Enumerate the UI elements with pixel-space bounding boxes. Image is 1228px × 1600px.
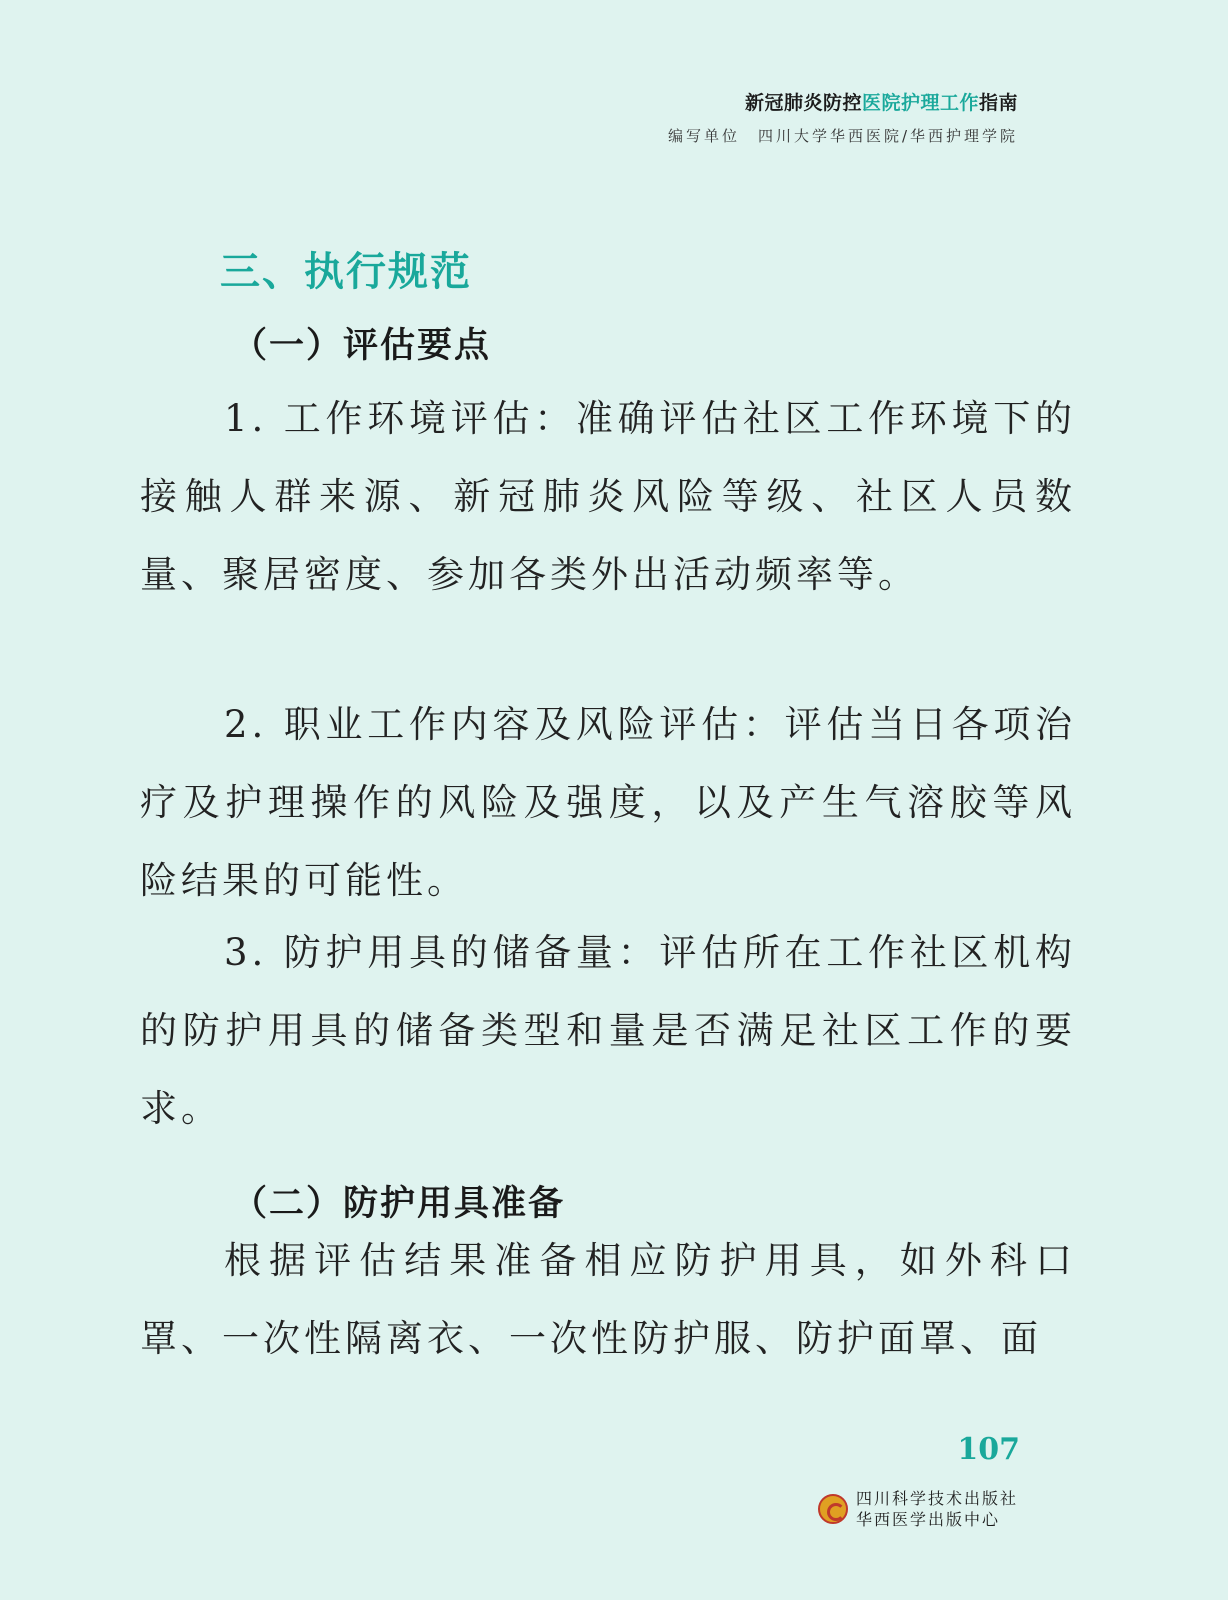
book-title-accent: 医院护理工作 bbox=[861, 92, 979, 114]
paragraph-equipment-reserve: 3. 防护用具的储备量：评估所在工作社区机构的防护用具的储备类型和量是否满足社区工作的要求。 bbox=[140, 931, 1076, 1130]
publisher-text bbox=[856, 1488, 1018, 1530]
book-title-pre: 新冠肺炎防控 bbox=[744, 92, 862, 114]
paragraph-occupational-risk: 2. 职业工作内容及风险评估：评估当日各项治疗及护理操作的风险及强度，以及产生气溶胶等风险结果的可能性。 bbox=[140, 703, 1076, 902]
book-title bbox=[668, 88, 1018, 115]
subsection-title-assessment: （一）评估要点 bbox=[232, 326, 492, 366]
subsection-title-equipment: （二）防护用具准备 bbox=[232, 1184, 566, 1224]
publisher-block bbox=[818, 1488, 1018, 1530]
editor-unit: 编写单位 四川大学华西医院/华西护理学院 bbox=[667, 127, 1018, 145]
section-title: 三、执行规范 bbox=[220, 249, 472, 295]
publisher-line1: 四川科学技术出版社 bbox=[855, 1489, 1018, 1508]
publisher-logo-icon bbox=[818, 1494, 848, 1524]
page-number: 107 bbox=[957, 1432, 1020, 1467]
running-header bbox=[668, 88, 1018, 146]
publisher-line2: 华西医学出版中心 bbox=[855, 1510, 1000, 1529]
paragraph-equipment-prep: 根据评估结果准备相应防护用具，如外科口罩、一次性隔离衣、一次性防护服、防护面罩、面 bbox=[140, 1239, 1076, 1360]
paragraph-work-environment: 1. 工作环境评估：准确评估社区工作环境下的接触人群来源、新冠肺炎风险等级、社区人员数量、聚居密度、参加各类外出活动频率等。 bbox=[140, 397, 1076, 596]
book-title-post: 指南 bbox=[978, 92, 1018, 114]
